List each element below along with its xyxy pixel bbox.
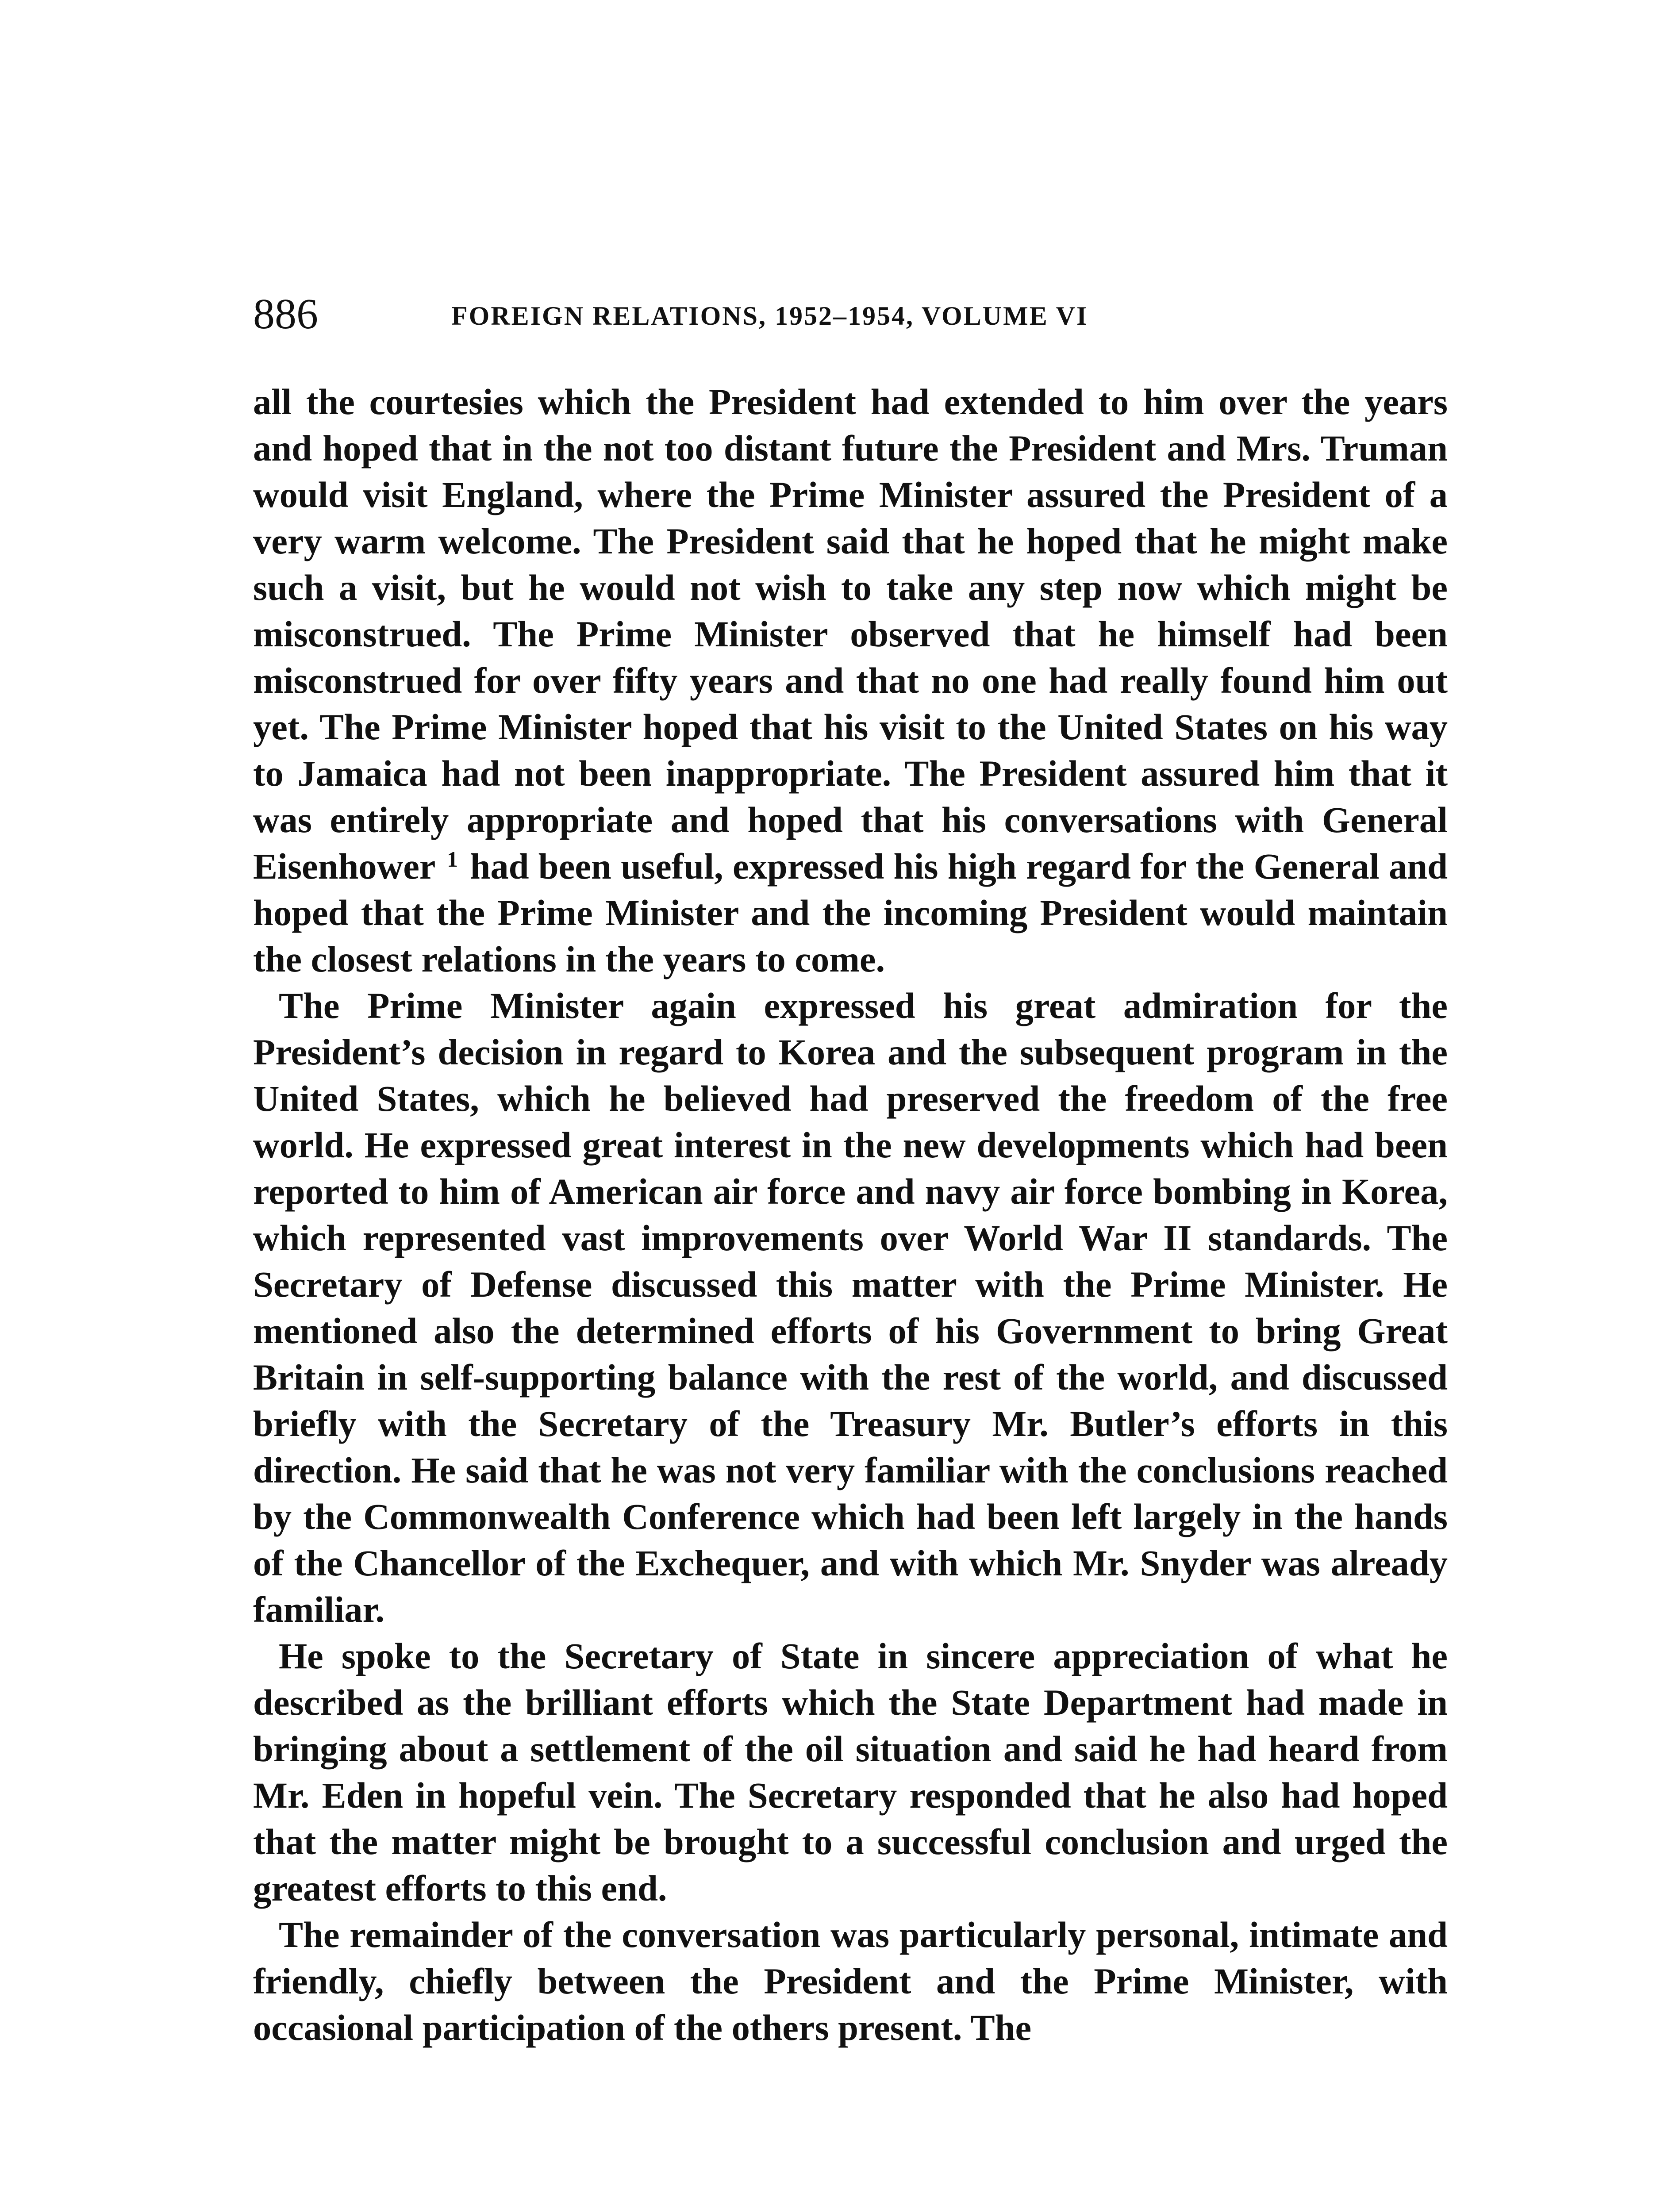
paragraph-1-text: all the courtesies which the President had extended to him over the years and hoped that in the not too distant future the President and Mrs. Truman would visit England, where the Prime Minister assured the President of a very warm welcome. The President said that he hoped that he might make such a visit, but he would not wish to take any step now which might be misconstrued. The Prime Minister observed that he himself had been misconstrued for over fifty years and that no one had really found him out yet. The Prime Minister hoped that his visit to the United States on his way to Jamaica had not been inappropriate. The President assured him that it was entirely appropriate and hoped that his conversations with General Eisenhower (253, 381, 1448, 887)
paragraph-4: The remainder of the conversation was particularly personal, intimate and friendly, chiefly between the President and the Prime Minister, with occasional participation of the others present. The (253, 1914, 1448, 2048)
paragraph-1-text-continued: had been useful, expressed his high regard for the General and hoped that the Prime Minister and the incoming President would maintain the closest relations in the years to come. (253, 846, 1448, 979)
page-number: 886 (253, 290, 318, 338)
footnote-reference-1: 1 (447, 847, 458, 872)
paragraph-2: The Prime Minister again expressed his great admiration for the President’s decision in regard to Korea and the subsequent program in the United States, which he believed had preserved the freedom of the free world. He expressed great interest in the new developments which had been reported to him of American air force and navy air force bombing in Korea, which represented vast improvements over World War II standards. The Secretary of Defense discussed this matter with the Prime Minister. He mentioned also the determined efforts of his Government to bring Great Britain in self-supporting balance with the rest of the world, and discussed briefly with the Secretary of the Treasury Mr. Butler’s efforts in this direction. He said that he was not very familiar with the conclusions reached by the Commonwealth Conference which had been left largely in the hands of the Chancellor of the Exchequer, and with which Mr. Snyder was already familiar. (253, 985, 1448, 1630)
page-header (253, 290, 1448, 338)
body-text (253, 379, 1448, 2051)
paragraph-1 (253, 379, 1448, 983)
running-head: FOREIGN RELATIONS, 1952–1954, VOLUME VI (451, 301, 1088, 330)
paragraph-3: He spoke to the Secretary of State in sincere appreciation of what he described as the brilliant efforts which the State Department had made in bringing about a settlement of the oil situation and said he had heard from Mr. Eden in hopeful vein. The Secretary responded that he also had hoped that the matter might be brought to a successful conclusion and urged the greatest efforts to this end. (253, 1636, 1448, 1909)
